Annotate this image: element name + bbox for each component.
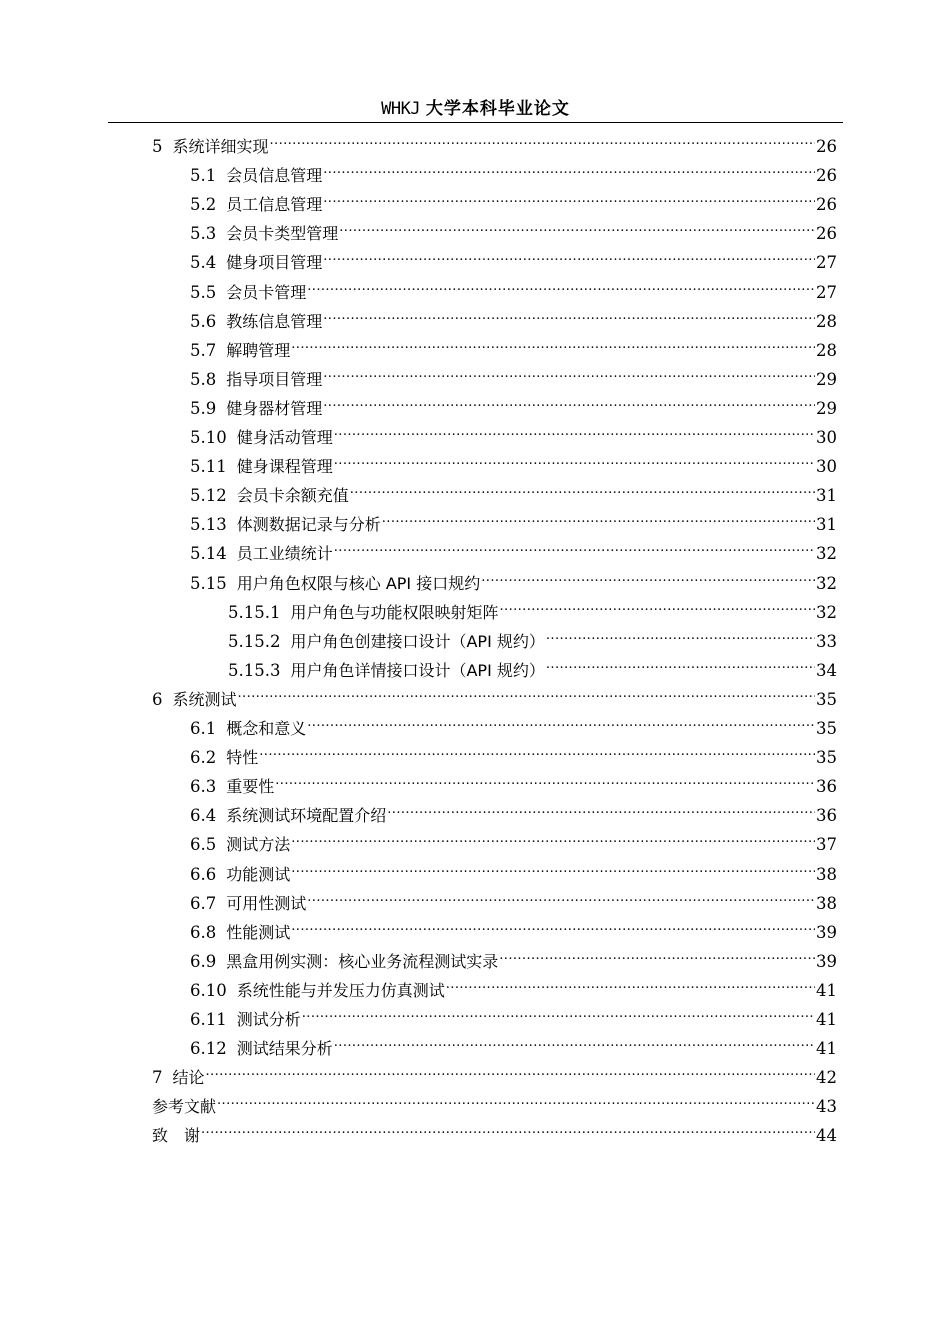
toc-entry[interactable] [190,152,837,186]
toc-dot-leader [323,385,815,414]
toc-dot-leader [323,152,815,181]
toc-dot-leader [350,472,815,501]
toc-dot-leader [291,821,815,850]
toc-dot-leader [387,792,815,821]
toc-entry-page: 26 [816,195,837,215]
toc-dot-leader [206,1054,815,1083]
toc-entry[interactable] [190,501,837,535]
toc-entry-number: 6.5 [190,835,217,855]
toc-entry-title: 健身项目管理 [226,253,323,273]
toc-entry-number: 6.9 [190,951,217,971]
toc-entry-number: 6.7 [190,893,217,913]
toc-entry-number: 5.9 [190,398,217,418]
toc-entry[interactable] [190,298,837,331]
toc-entry-title: 会员卡余额充值 [236,486,349,506]
toc-entry-number: 5.15.3 [228,660,281,680]
toc-entry-page: 35 [816,719,837,738]
toc-dot-leader [323,356,815,385]
toc-entry-number: 6.12 [190,1039,227,1059]
toc-entry[interactable] [190,356,837,389]
toc-dot-leader [307,269,815,298]
toc-entry-page: 38 [816,893,837,913]
toc-entry-number: 5.3 [190,224,217,244]
toc-entry[interactable] [152,1112,837,1146]
toc-entry-page: 28 [816,340,837,360]
toc-dot-leader [334,1025,815,1054]
toc-entry-title: 系统测试 [172,689,237,709]
toc-entry[interactable] [190,967,837,1000]
toc-entry-number: 6.1 [190,719,217,738]
toc-dot-leader [217,1083,815,1112]
toc-entry-number: 6.11 [190,1010,227,1029]
toc-dot-leader [238,676,815,705]
toc-entry[interactable] [228,589,837,622]
toc-entry-page: 26 [816,137,837,156]
toc-entry-page: 35 [816,748,837,768]
toc-entry-page: 27 [816,282,837,302]
toc-entry-number: 5 [152,137,163,156]
toc-dot-leader [339,210,815,239]
toc-dot-leader [446,967,815,996]
toc-entry-title: 会员卡类型管理 [226,224,339,244]
toc-entry-number: 5.15.2 [228,631,281,651]
toc-entry-page: 42 [816,1068,837,1088]
toc-entry-page: 36 [816,806,837,826]
toc-entry-number: 5.8 [190,369,217,389]
toc-entry-page: 26 [816,224,837,244]
toc-entry[interactable] [190,880,837,913]
toc-entry[interactable] [152,1083,837,1117]
toc-entry[interactable] [190,734,837,768]
toc-entry-page: 29 [816,369,837,389]
toc-entry[interactable] [152,1054,837,1088]
toc-entry-title: 解聘管理 [226,340,291,360]
toc-entry-number: 6.4 [190,806,217,826]
toc-entry-title: 系统性能与并发压力仿真测试 [236,980,445,1000]
toc-dot-leader [307,880,815,909]
toc-entry-page: 28 [816,311,837,331]
toc-entry-title: 健身器材管理 [226,398,323,418]
toc-entry[interactable] [190,938,837,971]
toc-entry-number: 5.15 [190,573,227,593]
toc-entry-number: 6.3 [190,777,217,797]
toc-entry-page: 39 [816,951,837,971]
toc-entry-title: 黑盒用例实测：核心业务流程测试实录 [226,951,499,971]
toc-entry[interactable] [190,472,837,506]
toc-entry-page: 41 [816,980,837,1000]
toc-entry-title: 测试结果分析 [236,1039,333,1059]
toc-entry[interactable] [190,327,837,360]
toc-dot-leader [259,734,815,763]
toc-entry-title: 系统详细实现 [172,137,269,156]
toc-entry-number: 5.6 [190,311,217,331]
toc-entry-title: 系统测试环境配置介绍 [226,806,387,826]
toc-entry-title: 测试方法 [226,835,291,855]
toc-entry[interactable] [152,676,837,709]
toc-entry-page: 27 [816,253,837,273]
toc-entry-page: 29 [816,398,837,418]
toc-entry[interactable] [190,560,837,593]
toc-entry[interactable] [190,821,837,855]
toc-entry-page: 36 [816,777,837,797]
toc-dot-leader [334,443,815,472]
toc-entry-page: 41 [816,1010,837,1029]
toc-entry-number: 5.12 [190,486,227,506]
toc-entry-number: 5.2 [190,195,217,215]
toc-dot-leader [201,1112,815,1141]
toc-entry[interactable] [190,763,837,797]
toc-entry-number: 5.13 [190,515,227,535]
toc-entry-title: 性能测试 [226,922,291,942]
toc-entry-title: 重要性 [226,777,275,797]
toc-entry[interactable] [228,618,837,651]
toc-entry-title: 健身课程管理 [236,457,333,477]
toc-dot-leader [546,647,815,676]
toc-dot-leader [291,909,815,938]
toc-dot-leader [323,298,815,327]
header-latin: WHKJ [381,99,421,119]
toc-entry-number: 5.14 [190,544,227,564]
toc-entry-page: 30 [816,428,837,447]
toc-entry[interactable] [190,239,837,273]
toc-entry[interactable] [228,647,837,680]
toc-entry[interactable] [190,414,837,447]
toc-entry-number: 6 [152,689,163,709]
toc-entry-title: 教练信息管理 [226,311,323,331]
toc-dot-leader [302,996,815,1025]
toc-entry-title: 会员信息管理 [226,166,323,186]
toc-entry[interactable] [190,705,837,738]
toc-entry-page: 35 [816,689,837,709]
toc-entry[interactable] [190,1025,837,1059]
toc-entry-title: 体测数据记录与分析 [236,515,381,535]
toc-entry-page: 26 [816,166,837,186]
toc-entry-page: 33 [816,631,837,651]
toc-entry[interactable] [190,385,837,418]
toc-entry-number: 6.6 [190,864,217,884]
toc-entry-number: 6.8 [190,922,217,942]
toc-dot-leader [307,705,815,734]
toc-dot-leader [481,560,815,589]
toc-entry-number: 5.7 [190,340,217,360]
toc-entry-number: 6.10 [190,980,227,1000]
toc-entry[interactable] [190,792,837,826]
toc-entry-number: 5.11 [190,457,227,477]
toc-dot-leader [382,501,815,530]
toc-entry-page: 32 [816,602,837,622]
toc-entry-page: 39 [816,922,837,942]
toc-dot-leader [291,851,815,880]
toc-entry-page: 43 [816,1097,837,1117]
toc-dot-leader [334,414,815,443]
toc-entry-title: 可用性测试 [226,893,307,913]
toc-dot-leader [334,530,815,559]
toc-entry-title: 测试分析 [236,1010,301,1029]
toc-entry-page: 31 [816,486,837,506]
toc-entry-page: 41 [816,1039,837,1059]
toc-entry-page: 34 [816,660,837,680]
toc-entry-title: 功能测试 [226,864,291,884]
toc-entry-number: 7 [152,1068,163,1088]
toc-dot-leader [270,123,815,152]
toc-entry-title: 员工业绩统计 [236,544,333,564]
toc-entry[interactable] [190,443,837,477]
toc-entry[interactable] [190,210,837,244]
toc-entry-page: 44 [816,1126,837,1146]
toc-entry-number: 5.5 [190,282,217,302]
toc-entry-page: 31 [816,515,837,535]
toc-entry-title: 致 谢 [152,1126,201,1146]
toc-entry-number: 5.4 [190,253,217,273]
toc-dot-leader [291,327,815,356]
toc-entry-title: 会员卡管理 [226,282,307,302]
page-header [108,98,843,120]
toc-entry-page: 32 [816,544,837,564]
toc-entry[interactable] [190,996,837,1029]
toc-dot-leader [546,618,815,647]
toc-entry[interactable] [190,181,837,215]
toc-entry-page: 37 [816,835,837,855]
toc-entry-title: 用户角色权限与核心 API 接口规约 [236,573,481,593]
toc-dot-leader [323,239,815,268]
toc-entry-page: 38 [816,864,837,884]
toc-entry-title: 健身活动管理 [236,428,333,447]
toc-entry-title: 结论 [172,1068,205,1088]
toc-entry-title: 指导项目管理 [226,369,323,389]
toc-entry[interactable] [190,909,837,942]
toc-entry[interactable] [190,851,837,884]
toc-entry[interactable] [152,123,837,156]
toc-entry-number: 5.15.1 [228,602,281,622]
toc-entry-number: 6.2 [190,748,217,768]
toc-entry-number: 5.10 [190,428,227,447]
toc-entry-title: 用户角色与功能权限映射矩阵 [290,602,499,622]
toc-dot-leader [499,938,815,967]
toc-entry-title: 特性 [226,748,259,768]
toc-entry-title: 用户角色详情接口设计（API 规约） [290,660,545,680]
toc-entry-title: 概念和意义 [226,719,307,738]
toc-dot-leader [500,589,816,618]
toc-entry[interactable] [190,530,837,564]
toc-dot-leader [323,181,815,210]
toc-entry-page: 30 [816,457,837,477]
toc-entry[interactable] [190,269,837,302]
toc-entry-title: 员工信息管理 [226,195,323,215]
toc-entry-number: 5.1 [190,166,217,186]
toc-entry-title: 用户角色创建接口设计（API 规约） [290,631,545,651]
header-title: 大学本科毕业论文 [425,99,570,119]
toc-entry-title: 参考文献 [152,1097,217,1117]
toc-entry-page: 32 [816,573,837,593]
toc-dot-leader [275,763,815,792]
